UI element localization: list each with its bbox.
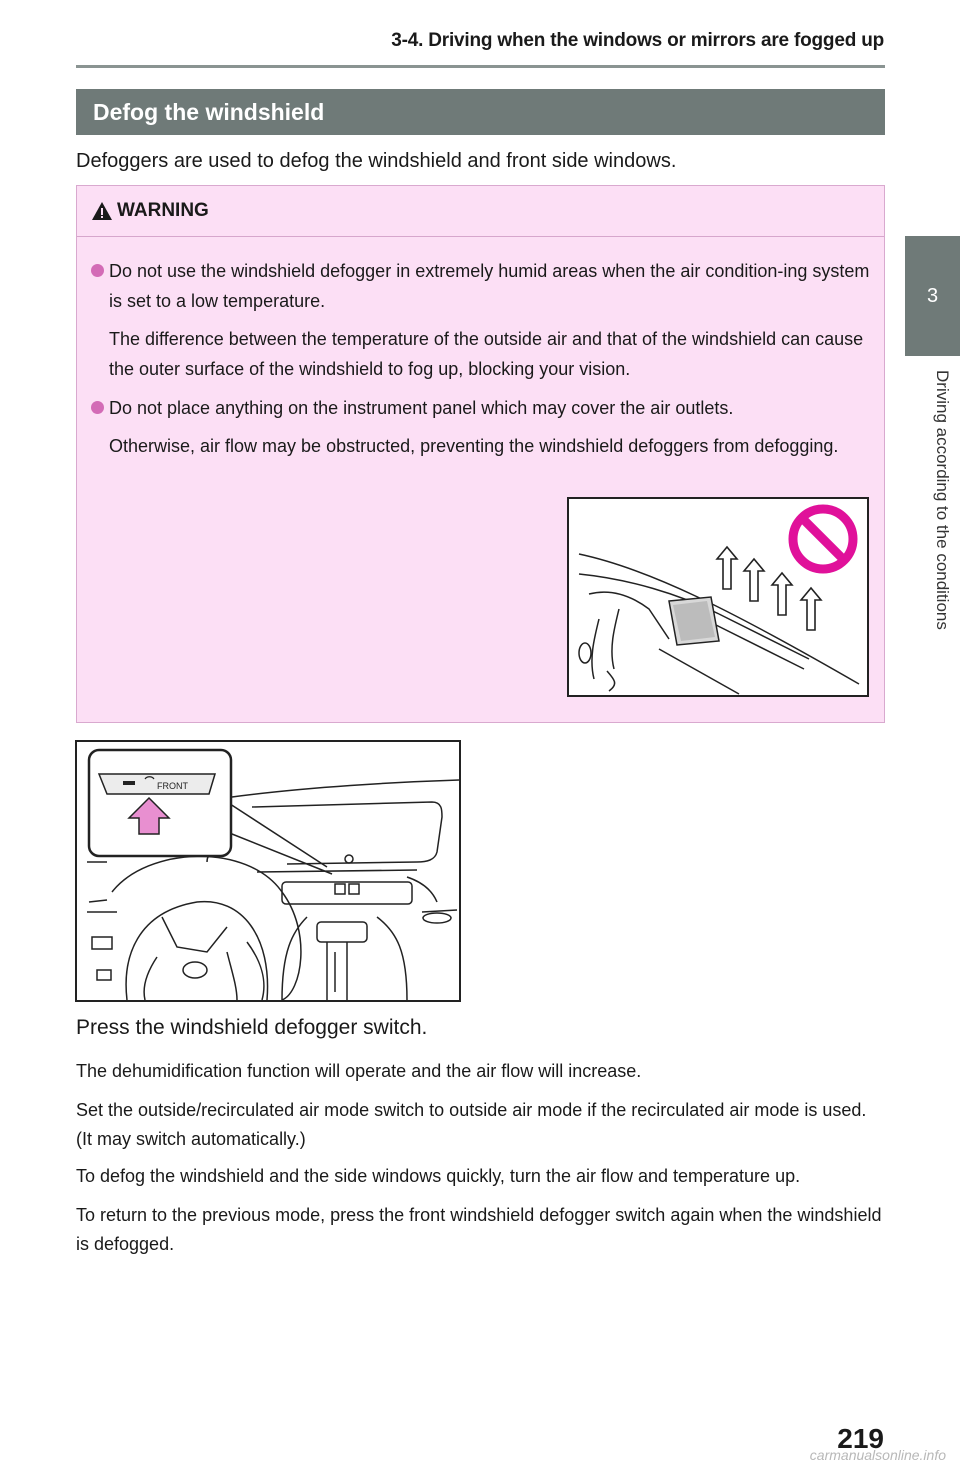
section-title: Defog the windshield xyxy=(76,89,885,135)
watermark: carmanualsonline.info xyxy=(809,1447,946,1463)
page-number: 219 xyxy=(837,1423,884,1454)
header-title: 3-4. Driving when the windows or mirrors are fogged up xyxy=(391,30,884,51)
intro-text: Defoggers are used to defog the windshield and front side windows. xyxy=(76,150,677,172)
bullet-icon xyxy=(91,401,104,414)
chapter-tab[interactable] xyxy=(905,236,960,356)
warning-item-detail: Otherwise, air flow may be obstructed, preventing the windshield defoggers from defogging. xyxy=(109,436,839,456)
warning-item-text: Do not place anything on the instrument panel which may cover the air outlets. xyxy=(109,398,734,418)
chapter-number: 3 xyxy=(926,284,939,307)
warning-item-detail: The difference between the temperature of the outside air and that of the windshield can cause the outer surface of the windshield to fog up, blocking your vision. xyxy=(109,329,864,379)
blocked-outlet-illustration xyxy=(567,497,869,697)
paragraph: The dehumidification function will operate and the air flow will increase. xyxy=(76,1061,642,1081)
warning-item xyxy=(91,256,871,384)
step-text: Press the windshield defogger switch. xyxy=(76,1016,428,1039)
warning-heading: WARNING xyxy=(117,200,209,221)
paragraph: To return to the previous mode, press the front windshield defogger switch again when the windshield is defogged. xyxy=(76,1205,882,1254)
chapter-label: Driving according to the conditions xyxy=(933,370,952,630)
paragraph: Set the outside/recirculated air mode switch to outside air mode if the recirculated air mode is used. (It may switch automatically.) xyxy=(76,1100,867,1149)
defogger-switch-illustration xyxy=(75,740,461,1002)
warning-header xyxy=(77,186,884,237)
warning-triangle-icon xyxy=(91,201,113,221)
bullet-icon xyxy=(91,264,104,277)
prohibition-icon xyxy=(793,509,853,569)
front-button-label: FRONT xyxy=(157,781,188,791)
warning-item xyxy=(91,393,871,461)
paragraph: To defog the windshield and the side windows quickly, turn the air flow and temperature up. xyxy=(76,1166,801,1186)
warning-item-text: Do not use the windshield defogger in extremely humid areas when the air condition-ing system is set to a low temperature. xyxy=(109,261,870,311)
header-rule xyxy=(76,65,885,68)
